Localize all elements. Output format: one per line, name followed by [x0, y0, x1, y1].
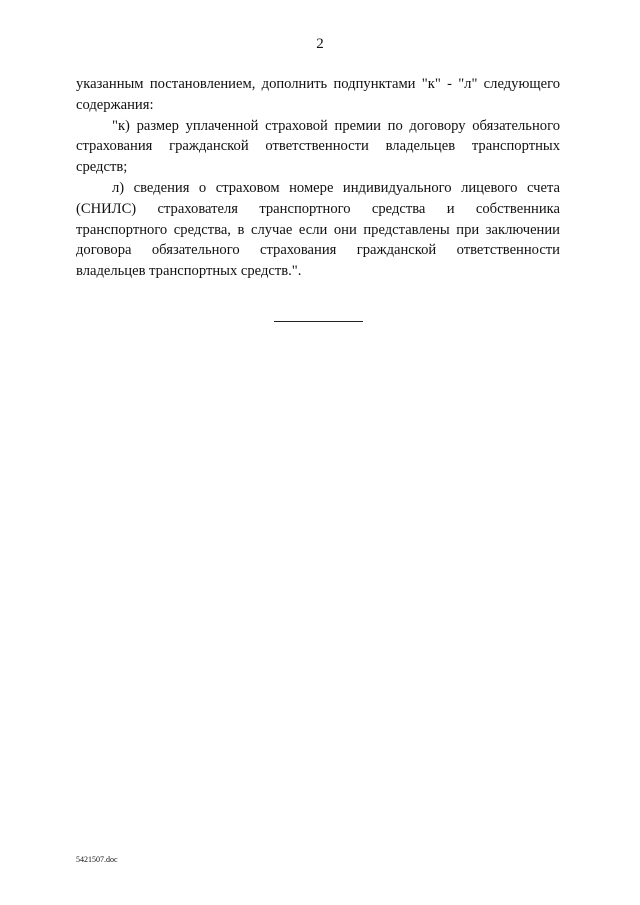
document-body: [76, 74, 560, 282]
document-code: 5421507.doc: [76, 855, 118, 864]
page-number: 2: [316, 36, 324, 52]
paragraph-intro: указанным постановлением, дополнить подпунктами "к" - "л" следующего содержания:: [76, 76, 560, 113]
end-separator-line: [274, 321, 363, 322]
paragraph-subitem-l: л) сведения о страховом номере индивидуального лицевого счета (СНИЛС) страхователя транспортного средства и собственника транспортного средства, в случае если они представлены при заключении договора обязательного страхования гражданской ответственности владельцев транспортных средств.".: [76, 179, 560, 280]
paragraph-subitem-k: "к) размер уплаченной страховой премии по договору обязательного страхования гражданской ответственности владельцев транспортных средств;: [76, 117, 560, 176]
